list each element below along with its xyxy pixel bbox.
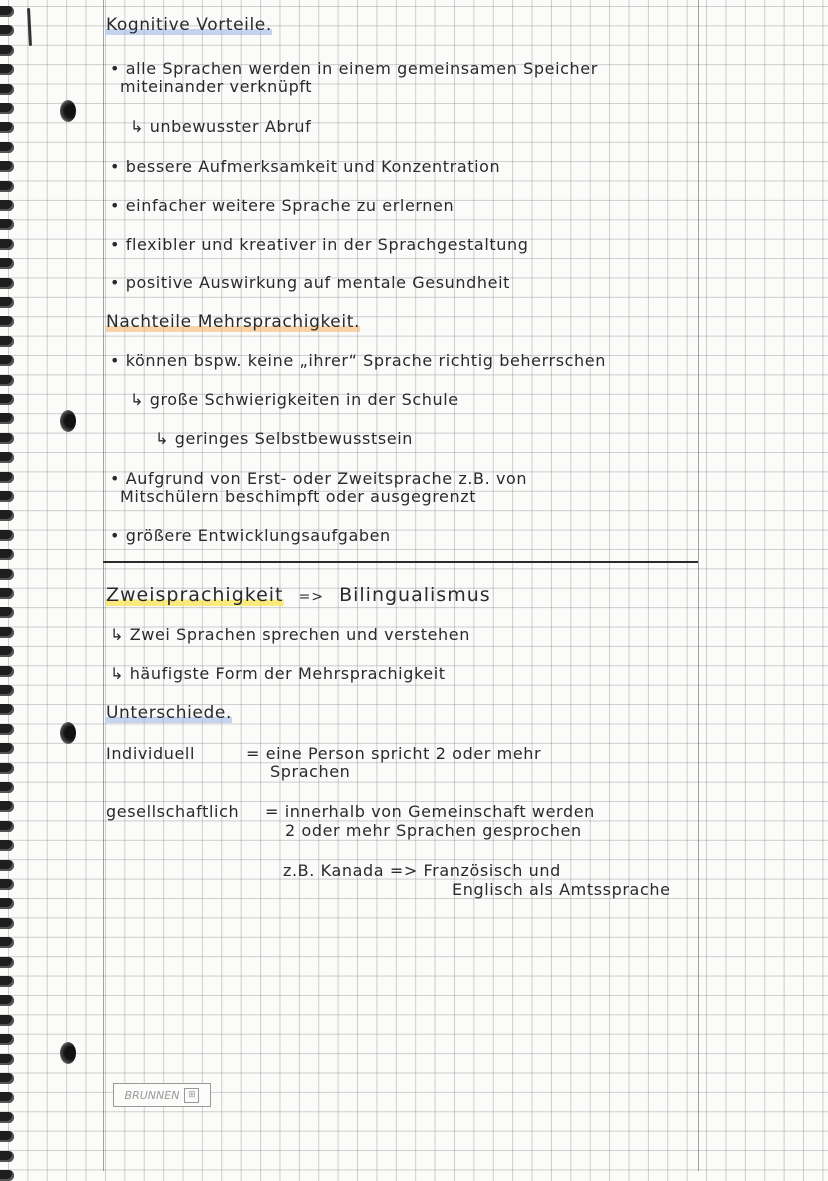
spiral-ring: [0, 607, 14, 618]
punch-hole: [60, 410, 76, 432]
spiral-ring: [0, 1092, 14, 1103]
heading-differences: [106, 704, 232, 722]
list-item: • flexibler und kreativer in der Sprachgestaltung: [110, 235, 529, 254]
spiral-ring: [0, 355, 14, 366]
spiral-ring: [0, 588, 14, 599]
spiral-ring: [0, 840, 14, 851]
spiral-ring: [0, 64, 14, 75]
spiral-ring: [0, 646, 14, 657]
heading-disadvantages: [106, 313, 360, 331]
list-item: • bessere Aufmerksamkeit und Konzentration: [110, 157, 501, 176]
list-item: • einfacher weitere Sprache zu erlernen: [110, 196, 455, 215]
arrow-symbol: =>: [298, 589, 325, 605]
spiral-ring: [0, 142, 14, 153]
spiral-binding: [0, 0, 22, 1171]
spiral-ring: [0, 976, 14, 987]
spiral-ring: [0, 1015, 14, 1026]
spiral-ring: [0, 510, 14, 521]
spiral-ring: [0, 258, 14, 269]
list-item: • positive Auswirkung auf mentale Gesundheit: [110, 273, 511, 292]
list-item: • alle Sprachen werden in einem gemeinsamen Speicher: [110, 59, 598, 78]
punch-hole: [60, 722, 76, 744]
spiral-ring: [0, 666, 14, 677]
heading-text: Zweisprachigkeit: [106, 584, 284, 606]
spiral-ring: [0, 1170, 14, 1181]
spiral-ring: [0, 995, 14, 1006]
spiral-ring: [0, 743, 14, 754]
spiral-ring: [0, 1131, 14, 1142]
spiral-ring: [0, 452, 14, 463]
definition-line: = innerhalb von Gemeinschaft werden: [265, 802, 595, 821]
heading-bilingualism: [106, 586, 491, 606]
spiral-ring: [0, 549, 14, 560]
spiral-ring: [0, 472, 14, 483]
spiral-ring: [0, 704, 14, 715]
heading-text: Kognitive Vorteile.: [106, 15, 272, 35]
spiral-ring: [0, 782, 14, 793]
spiral-ring: [0, 1073, 14, 1084]
example-line: Englisch als Amtssprache: [452, 880, 671, 899]
spiral-ring: [0, 1112, 14, 1123]
brand-stamp: [113, 1083, 211, 1107]
spiral-ring: [0, 413, 14, 424]
spiral-ring: [0, 433, 14, 444]
spiral-ring: [0, 1054, 14, 1065]
spiral-ring: [0, 84, 14, 95]
pen-mark: [27, 8, 32, 46]
example-line: z.B. Kanada => Französisch und: [283, 861, 561, 880]
spiral-ring: [0, 724, 14, 735]
list-item: ↳ große Schwierigkeiten in der Schule: [130, 390, 459, 409]
spiral-ring: [0, 957, 14, 968]
heading-text: Unterschiede.: [106, 703, 232, 723]
spiral-ring: [0, 860, 14, 871]
spiral-ring: [0, 297, 14, 308]
punch-hole: [60, 100, 76, 122]
spiral-ring: [0, 25, 14, 36]
section-divider: [103, 561, 698, 563]
spiral-ring: [0, 937, 14, 948]
spiral-ring: [0, 763, 14, 774]
definition-line: 2 oder mehr Sprachen gesprochen: [285, 821, 582, 840]
punch-hole: [60, 1042, 76, 1064]
term-societal: gesellschaftlich: [106, 802, 240, 821]
spiral-ring: [0, 200, 14, 211]
spiral-ring: [0, 103, 14, 114]
definition-line: Sprachen: [270, 762, 351, 781]
list-item: ↳ häufigste Form der Mehrsprachigkeit: [110, 664, 446, 683]
spiral-ring: [0, 491, 14, 502]
spiral-ring: [0, 6, 14, 17]
spiral-ring: [0, 375, 14, 386]
spiral-ring: [0, 1151, 14, 1162]
spiral-ring: [0, 122, 14, 133]
spiral-ring: [0, 394, 14, 405]
list-item: ↳ Zwei Sprachen sprechen und verstehen: [110, 625, 470, 644]
list-item: ↳ geringes Selbstbewusstsein: [155, 429, 414, 448]
spiral-ring: [0, 685, 14, 696]
spiral-ring: [0, 627, 14, 638]
spiral-ring: [0, 316, 14, 327]
list-item: • Aufgrund von Erst- oder Zweitsprache z.B. von: [110, 469, 528, 488]
spiral-ring: [0, 161, 14, 172]
list-item: • können bspw. keine „ihrer“ Sprache richtig beherrschen: [110, 351, 606, 370]
term-text: Bilingualismus: [339, 584, 491, 606]
definition-line: = eine Person spricht 2 oder mehr: [246, 744, 542, 763]
heading-text: Nachteile Mehrsprachigkeit.: [106, 312, 360, 332]
spiral-ring: [0, 239, 14, 250]
spiral-ring: [0, 898, 14, 909]
spiral-ring: [0, 278, 14, 289]
spiral-ring: [0, 1034, 14, 1045]
spiral-ring: [0, 918, 14, 929]
spiral-ring: [0, 219, 14, 230]
heading-cognitive-advantages: [106, 16, 272, 34]
list-item: miteinander verknüpft: [120, 77, 313, 96]
left-margin-line: [103, 0, 104, 1171]
spiral-ring: [0, 801, 14, 812]
right-margin-line: [698, 0, 699, 1171]
spiral-ring: [0, 181, 14, 192]
spiral-ring: [0, 530, 14, 541]
spiral-ring: [0, 336, 14, 347]
spiral-ring: [0, 821, 14, 832]
spiral-ring: [0, 45, 14, 56]
brand-name: BRUNNEN: [124, 1088, 180, 1102]
term-individual: Individuell: [106, 744, 196, 763]
list-item: • größere Entwicklungsaufgaben: [110, 526, 391, 545]
list-item: Mitschülern beschimpft oder ausgegrenzt: [120, 487, 477, 506]
brand-logo-icon: ⊞: [184, 1088, 199, 1103]
spiral-ring: [0, 879, 14, 890]
list-item: ↳ unbewusster Abruf: [130, 117, 312, 136]
spiral-ring: [0, 569, 14, 580]
